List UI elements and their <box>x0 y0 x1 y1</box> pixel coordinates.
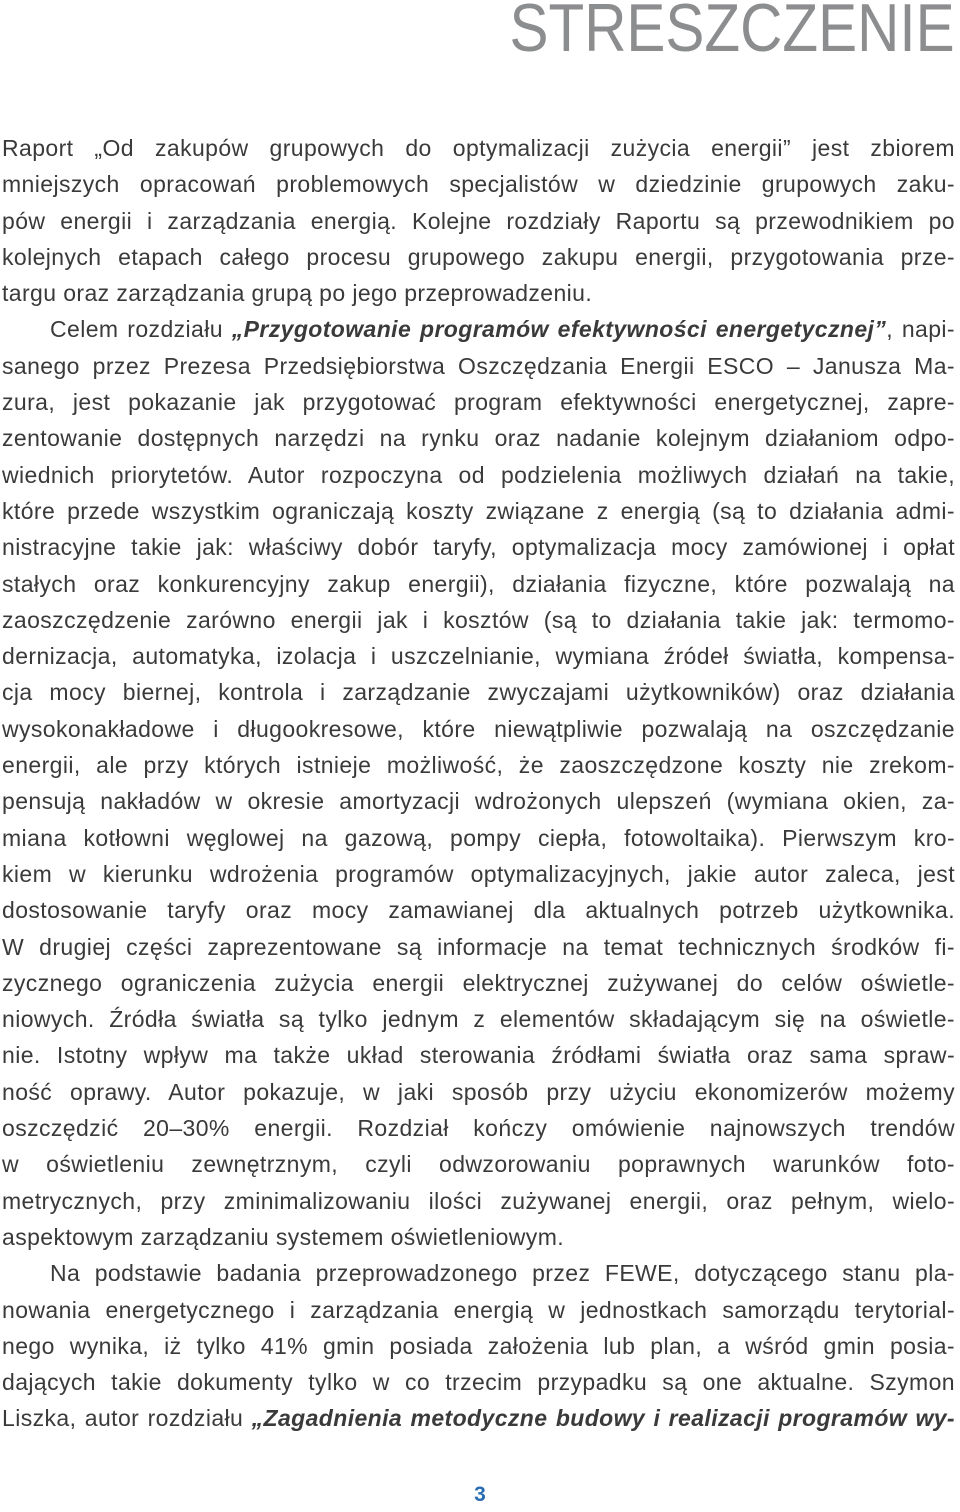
text-run: energii, ale przy których istnieje możliwość, że zaoszczędzone koszty nie zrekom- <box>2 752 955 779</box>
text-run: stałych oraz konkurencyjny zakup energii), działania fizyczne, które pozwalają na <box>2 570 955 597</box>
text-line <box>2 311 955 347</box>
text-line <box>2 711 955 747</box>
text-run: nistracyjne takie jak: właściwy dobór taryfy, optymalizacja mocy zamówionej i opłat <box>2 534 955 561</box>
text-line <box>2 602 955 638</box>
text-run: dernizacja, automatyka, izolacja i uszczelnianie, wymiana źródeł światła, kompensa- <box>2 643 955 670</box>
text-run: zentowanie dostępnych narzędzi na rynku oraz nadanie kolejnym działaniom odpo- <box>2 425 955 452</box>
page-title: STRESZCZENIE <box>509 0 955 66</box>
text-run: targu oraz zarządzania grupą po jego przeprowadzeniu. <box>2 280 593 307</box>
text-line <box>2 1364 955 1400</box>
text-run: które przede wszystkim ograniczają koszty związane z energią (są to działania admi- <box>2 497 955 524</box>
text-run: w oświetleniu zewnętrznym, czyli odwzorowaniu poprawnych warunków foto- <box>2 1151 955 1178</box>
text-run: nowania energetycznego i zarządzania energią w jednostkach samorządu terytorial- <box>2 1296 955 1323</box>
text-line <box>2 892 955 928</box>
text-run: wysokonakładowe i długookresowe, które niewątpliwie pozwalają na oszczędzanie <box>2 715 955 742</box>
text-run: Raport „Od zakupów grupowych do optymalizacji zużycia energii” jest zbiorem <box>2 135 955 161</box>
text-line <box>2 130 955 166</box>
text-line <box>2 1110 955 1146</box>
text-line <box>2 747 955 783</box>
text-line <box>2 783 955 819</box>
text-line <box>2 1074 955 1110</box>
text-line <box>2 529 955 565</box>
paragraph <box>2 1255 955 1436</box>
text-line <box>2 929 955 965</box>
text-line <box>2 420 955 456</box>
text-line <box>2 1219 955 1255</box>
text-line <box>2 384 955 420</box>
text-run: nie. Istotny wpływ ma także układ sterowania źródłami światła oraz sama spraw- <box>2 1042 955 1069</box>
text-line <box>2 275 955 311</box>
page-number: 3 <box>474 1483 486 1506</box>
text-run: metrycznych, przy zminimalizowaniu ilości zużywanej energii, oraz pełnym, wielo- <box>2 1187 955 1214</box>
chapter-title-text: „Przygotowanie programów efektywności energetycznej” <box>231 316 887 343</box>
paragraph <box>2 311 955 1255</box>
text-line <box>2 457 955 493</box>
text-line <box>2 638 955 674</box>
text-line <box>2 203 955 239</box>
text-line <box>2 348 955 384</box>
text-run: zaoszczędzenie zarówno energii jak i kosztów (są to działania takie jak: termomo- <box>2 606 955 633</box>
text-line <box>2 1400 955 1436</box>
text-line <box>2 493 955 529</box>
text-run: zycznego ograniczenia zużycia energii elektrycznej zużywanej do celów oświetle- <box>2 969 955 996</box>
text-line <box>2 1037 955 1073</box>
text-run: miana kotłowni węglowej na gazową, pompy ciepła, fotowoltaika). Pierwszym kro- <box>2 824 955 851</box>
body-text <box>2 130 955 1437</box>
text-line <box>2 1292 955 1328</box>
text-line <box>2 1146 955 1182</box>
text-run: dostosowanie taryfy oraz mocy zamawianej dla aktualnych potrzeb użytkownika. <box>2 897 955 924</box>
text-run: Na podstawie badania przeprowadzonego przez FEWE, dotyczącego stanu pla- <box>50 1260 955 1287</box>
text-run: Celem rozdziału <box>50 316 232 343</box>
text-run: nego wynika, iż tylko 41% gmin posiada założenia lub plan, a wśród gmin posia- <box>2 1332 955 1359</box>
text-run: mniejszych opracowań problemowych specjalistów w dziedzinie grupowych zaku- <box>2 171 955 198</box>
text-run: niowych. Źródła światła są tylko jednym z elementów składającym się na oświetle- <box>2 1006 955 1033</box>
text-run: , napi- <box>886 316 955 343</box>
text-line <box>2 1183 955 1219</box>
text-line <box>2 566 955 602</box>
text-run: kolejnych etapach całego procesu grupowego zakupu energii, przygotowania prze- <box>2 243 955 270</box>
text-line <box>2 965 955 1001</box>
text-run: ność oprawy. Autor pokazuje, w jaki sposób przy użyciu ekonomizerów możemy <box>2 1078 955 1105</box>
text-run: cja mocy biernej, kontrola i zarządzanie zwyczajami użytkowników) oraz działania <box>2 679 955 706</box>
text-run: W drugiej części zaprezentowane są informacje na temat technicznych środków fi- <box>2 933 955 960</box>
text-line <box>2 166 955 202</box>
text-run: zura, jest pokazanie jak przygotować program efektywności energetycznej, zapre- <box>2 389 955 416</box>
text-line <box>2 239 955 275</box>
text-run: dających takie dokumenty tylko w co trzecim przypadku są one aktualne. Szymon <box>2 1369 955 1396</box>
text-run: sanego przez Prezesa Przedsiębiorstwa Oszczędzania Energii ESCO – Janusza Ma- <box>2 352 955 379</box>
text-run: Liszka, autor rozdziału <box>2 1405 252 1432</box>
chapter-title-text: „Zagadnienia metodyczne budowy i realizacji programów wy- <box>251 1405 955 1432</box>
text-run: wiednich priorytetów. Autor rozpoczyna od podzielenia możliwych działań na takie, <box>2 461 955 488</box>
text-line <box>2 1328 955 1364</box>
text-run: aspektowym zarządzaniu systemem oświetleniowym. <box>2 1223 565 1250</box>
text-run: pów energii i zarządzania energią. Kolejne rozdziały Raportu są przewodnikiem po <box>2 207 955 234</box>
text-run: oszczędzić 20–30% energii. Rozdział kończy omówienie najnowszych trendów <box>2 1115 955 1142</box>
text-line <box>2 1001 955 1037</box>
paragraph <box>2 130 955 311</box>
text-line <box>2 856 955 892</box>
text-line <box>2 820 955 856</box>
text-run: kiem w kierunku wdrożenia programów optymalizacyjnych, jakie autor zaleca, jest <box>2 860 955 887</box>
text-run: pensują nakładów w okresie amortyzacji wdrożonych ulepszeń (wymiana okien, za- <box>2 788 955 815</box>
text-line <box>2 1255 955 1291</box>
text-line <box>2 674 955 710</box>
